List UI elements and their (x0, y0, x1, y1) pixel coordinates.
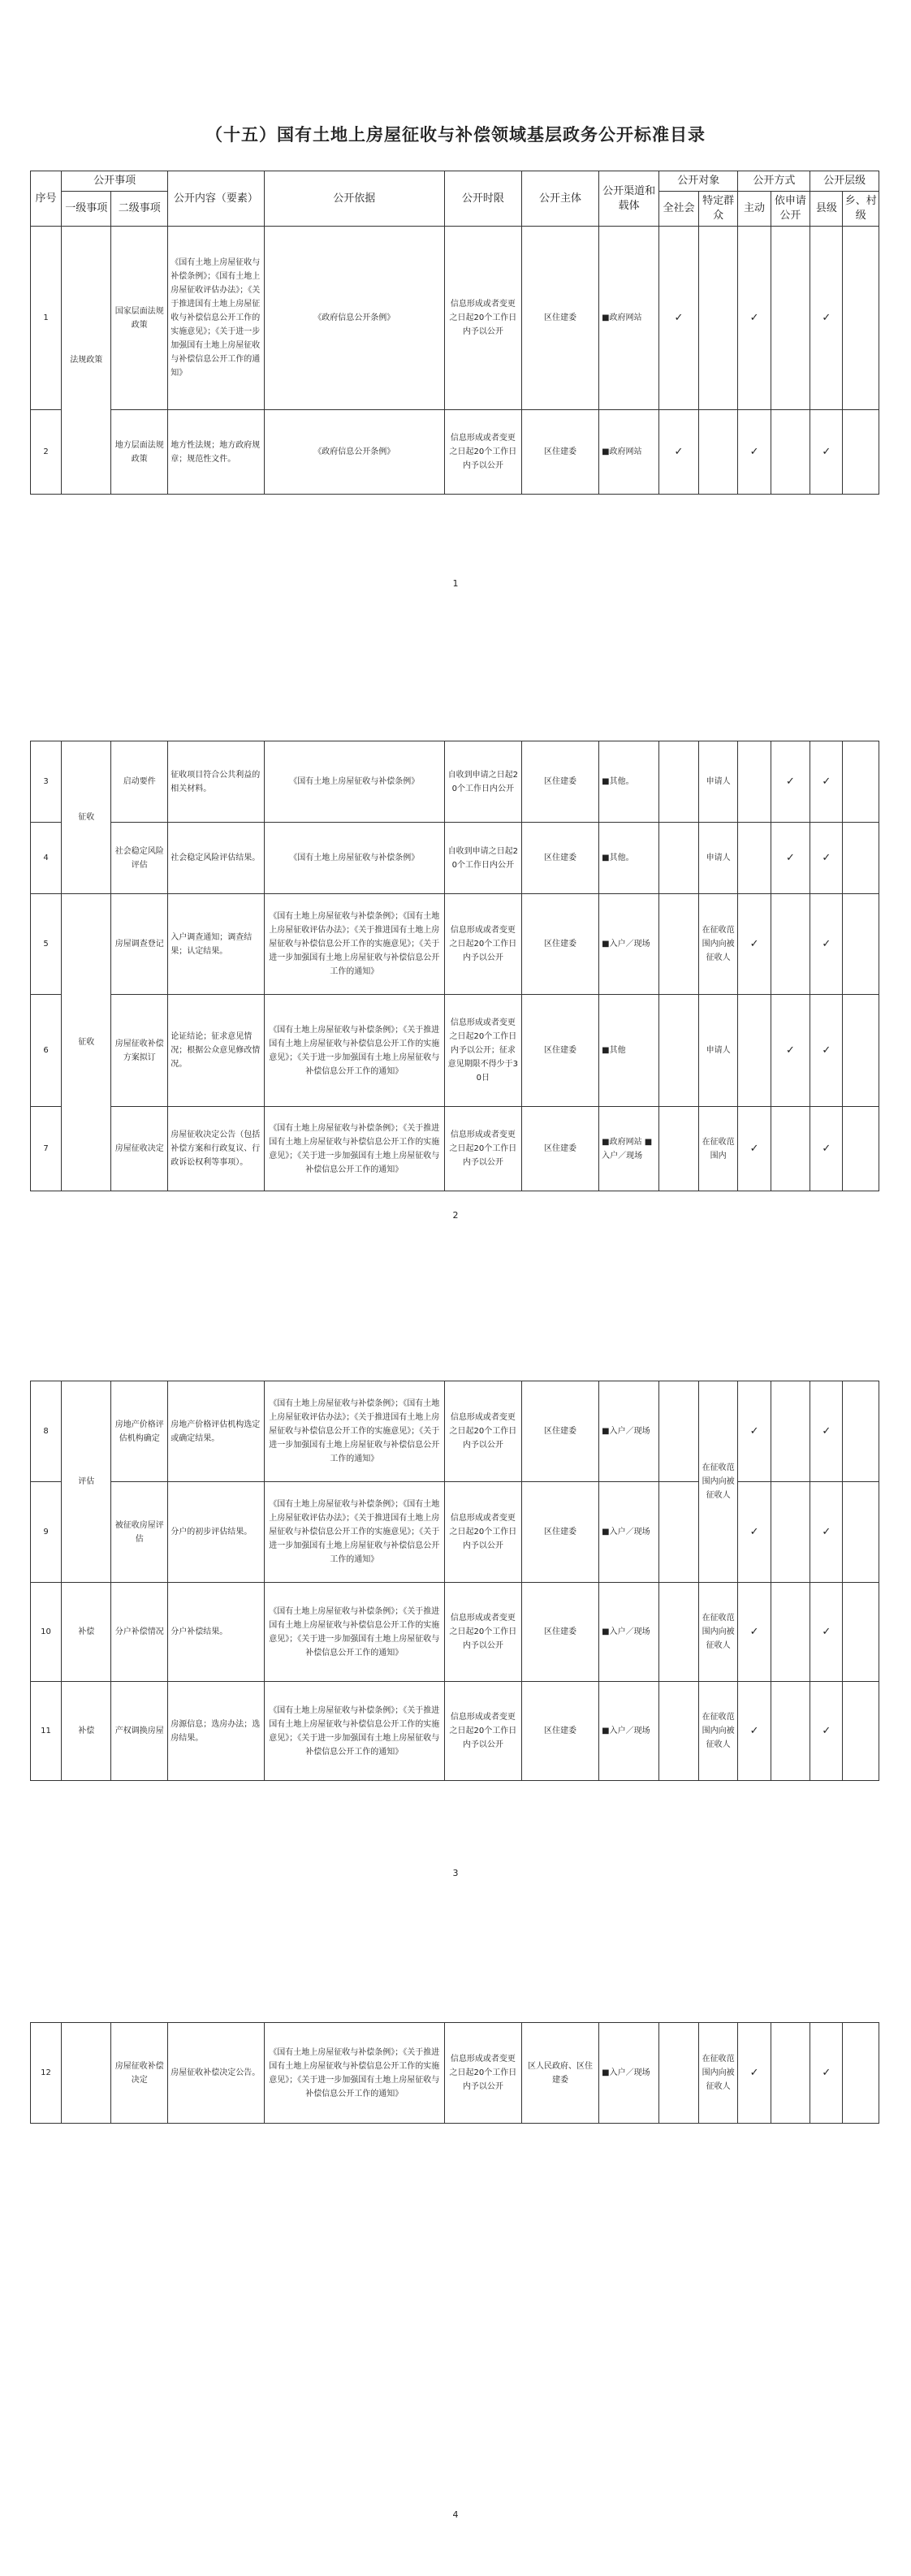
header-level1: 一级事项 (62, 192, 111, 227)
level1-cell: 补偿 (62, 1682, 111, 1781)
table-row (31, 227, 879, 410)
empty-cell (843, 1482, 879, 1583)
check-mark-icon: ✓ (659, 410, 699, 495)
time-cell: 信息形成或者变更之日起20个工作日内予以公开；征求意见期限不得少于30日 (444, 995, 521, 1107)
target-cell (698, 227, 738, 410)
level2-cell: 启动要件 (111, 741, 168, 823)
content-cell: 分户的初步评估结果。 (168, 1482, 264, 1583)
empty-cell (771, 1107, 810, 1191)
row-number: 8 (31, 1381, 62, 1482)
subject-cell: 区住建委 (521, 1583, 598, 1682)
basis-cell: 《国有土地上房屋征收与补偿条例》；《关于推进国有土地上房屋征收与补偿信息公开工作的实施意见》；《关于进一步加强国有土地上房屋征收与补偿信息公开工作的通知》 (264, 2023, 444, 2124)
empty-cell (659, 2023, 699, 2124)
row-number: 7 (31, 1107, 62, 1191)
header-channel: 公开渠道和载体 (599, 171, 659, 227)
row-number: 1 (31, 227, 62, 410)
time-cell: 信息形成或者变更之日起20个工作日内予以公开 (444, 1682, 521, 1781)
header-mode-active: 主动 (738, 192, 771, 227)
table-row (31, 823, 879, 894)
content-cell: 房源信息；选房办法；选房结果。 (168, 1682, 264, 1781)
check-mark-icon: ✓ (771, 741, 810, 823)
level2-cell: 房屋征收补偿决定 (111, 2023, 168, 2124)
table-row (31, 1583, 879, 1682)
header-basis: 公开依据 (264, 171, 444, 227)
time-cell: 信息形成或者变更之日起20个工作日内予以公开 (444, 410, 521, 495)
level2-cell: 房地产价格评估机构确定 (111, 1381, 168, 1482)
check-mark-icon: ✓ (810, 1682, 843, 1781)
check-mark-icon: ✓ (810, 1107, 843, 1191)
level1-cell: 补偿 (62, 1583, 111, 1682)
header-level-town: 乡、村级 (843, 192, 879, 227)
empty-cell (843, 410, 879, 495)
check-mark-icon: ✓ (810, 995, 843, 1107)
row-number: 5 (31, 894, 62, 995)
check-mark-icon: ✓ (810, 741, 843, 823)
page-title: （十五）国有土地上房屋征收与补偿领域基层政务公开标准目录 (205, 124, 706, 145)
channel-cell: ■入户／现场 (599, 1682, 659, 1781)
basis-cell: 《国有土地上房屋征收与补偿条例》；《关于推进国有土地上房屋征收与补偿信息公开工作的实施意见》；《关于进一步加强国有土地上房屋征收与补偿信息公开工作的通知》 (264, 1682, 444, 1781)
target-cell: 在征收范围内向被征收人 (698, 1583, 738, 1682)
empty-cell (843, 995, 879, 1107)
check-mark-icon: ✓ (810, 410, 843, 495)
content-cell: 地方性法规；地方政府规章；规范性文件。 (168, 410, 264, 495)
check-mark-icon: ✓ (659, 227, 699, 410)
time-cell: 信息形成或者变更之日起20个工作日内予以公开 (444, 1107, 521, 1191)
basis-cell: 《政府信息公开条例》 (264, 227, 444, 410)
basis-cell: 《国有土地上房屋征收与补偿条例》；《国有土地上房屋征收评估办法》；《关于推进国有土地上房屋征收与补偿信息公开工作的实施意见》；《关于进一步加强国有土地上房屋征收与补偿信息公开工作的通知》 (264, 1381, 444, 1482)
level2-cell: 产权调换房屋 (111, 1682, 168, 1781)
level2-cell: 分户补偿情况 (111, 1583, 168, 1682)
check-mark-icon: ✓ (771, 995, 810, 1107)
empty-cell (771, 2023, 810, 2124)
content-cell: 入户调查通知；调查结果；认定结果。 (168, 894, 264, 995)
row-number: 3 (31, 741, 62, 823)
header-matter: 公开事项 (62, 171, 168, 192)
row-number: 12 (31, 2023, 62, 2124)
target-cell: 申请人 (698, 823, 738, 894)
header-target-all: 全社会 (659, 192, 699, 227)
empty-cell (771, 227, 810, 410)
empty-cell (738, 741, 771, 823)
header-level2: 二级事项 (111, 192, 168, 227)
target-cell (698, 410, 738, 495)
subject-cell: 区人民政府、区住建委 (521, 2023, 598, 2124)
table-row (31, 1682, 879, 1781)
channel-cell: ■政府网站 ■入户／现场 (599, 1107, 659, 1191)
basis-cell: 《国有土地上房屋征收与补偿条例》；《国有土地上房屋征收评估办法》；《关于推进国有土地上房屋征收与补偿信息公开工作的实施意见》；《关于进一步加强国有土地上房屋征收与补偿信息公开工作的通知》 (264, 1482, 444, 1583)
subject-cell: 区住建委 (521, 995, 598, 1107)
header-level-county: 县级 (810, 192, 843, 227)
catalog-table-page-3 (30, 1381, 879, 1781)
page-4-table-container (30, 2022, 879, 2124)
header-time: 公开时限 (444, 171, 521, 227)
time-cell: 信息形成或者变更之日起20个工作日内予以公开 (444, 1482, 521, 1583)
header-level: 公开层级 (810, 171, 879, 192)
check-mark-icon: ✓ (738, 1682, 771, 1781)
check-mark-icon: ✓ (738, 1107, 771, 1191)
target-cell: 在征收范围内 (698, 1107, 738, 1191)
level2-cell: 地方层面法规政策 (111, 410, 168, 495)
subject-cell: 区住建委 (521, 894, 598, 995)
level2-cell: 国家层面法规政策 (111, 227, 168, 410)
empty-cell (738, 823, 771, 894)
page-2-table-container (30, 741, 879, 1191)
page-number: 4 (452, 2509, 459, 2520)
channel-cell: ■入户／现场 (599, 894, 659, 995)
row-number: 6 (31, 995, 62, 1107)
empty-cell (659, 1381, 699, 1482)
catalog-table-page-1 (30, 171, 879, 495)
table-row (31, 1482, 879, 1583)
time-cell: 信息形成或者变更之日起20个工作日内予以公开 (444, 2023, 521, 2124)
content-cell: 房屋征收决定公告（包括补偿方案和行政复议、行政诉讼权利等事项）。 (168, 1107, 264, 1191)
empty-cell (771, 1381, 810, 1482)
target-cell: 在征收范围内向被征收人 (698, 1682, 738, 1781)
channel-cell: ■入户／现场 (599, 2023, 659, 2124)
empty-cell (843, 894, 879, 995)
subject-cell: 区住建委 (521, 1107, 598, 1191)
header-target-specific: 特定群众 (698, 192, 738, 227)
row-number: 9 (31, 1482, 62, 1583)
check-mark-icon: ✓ (810, 823, 843, 894)
content-cell: 《国有土地上房屋征收与补偿条例》；《国有土地上房屋征收评估办法》；《关于推进国有土地上房屋征收与补偿信息公开工作的实施意见》；《关于进一步加强国有土地上房屋征收与补偿信息公开工作的通知》 (168, 227, 264, 410)
empty-cell (659, 1682, 699, 1781)
basis-cell: 《政府信息公开条例》 (264, 410, 444, 495)
level1-cell (62, 2023, 111, 2124)
time-cell: 信息形成或者变更之日起20个工作日内予以公开 (444, 227, 521, 410)
channel-cell: ■入户／现场 (599, 1381, 659, 1482)
empty-cell (659, 1107, 699, 1191)
table-row (31, 2023, 879, 2124)
header-mode-apply: 依申请公开 (771, 192, 810, 227)
empty-cell (843, 1381, 879, 1482)
check-mark-icon: ✓ (810, 227, 843, 410)
content-cell: 社会稳定风险评估结果。 (168, 823, 264, 894)
page-1-table-container (30, 171, 879, 495)
channel-cell: ■其他。 (599, 741, 659, 823)
level2-cell: 房屋征收决定 (111, 1107, 168, 1191)
level1-cell: 法规政策 (62, 227, 111, 495)
table-row (31, 995, 879, 1107)
empty-cell (843, 1107, 879, 1191)
level2-cell: 社会稳定风险评估 (111, 823, 168, 894)
basis-cell: 《国有土地上房屋征收与补偿条例》 (264, 741, 444, 823)
content-cell: 征收项目符合公共利益的相关材料。 (168, 741, 264, 823)
level2-cell: 房屋征收补偿方案拟订 (111, 995, 168, 1107)
empty-cell (659, 995, 699, 1107)
level1-cell: 评估 (62, 1381, 111, 1583)
empty-cell (843, 1682, 879, 1781)
check-mark-icon: ✓ (738, 1583, 771, 1682)
row-number: 2 (31, 410, 62, 495)
table-row (31, 894, 879, 995)
basis-cell: 《国有土地上房屋征收与补偿条例》；《关于推进国有土地上房屋征收与补偿信息公开工作的实施意见》；《关于进一步加强国有土地上房屋征收与补偿信息公开工作的通知》 (264, 1107, 444, 1191)
content-cell: 论证结论；征求意见情况；根据公众意见修改情况。 (168, 995, 264, 1107)
header-mode: 公开方式 (738, 171, 810, 192)
target-cell: 在征收范围内向被征收人 (698, 1381, 738, 1583)
empty-cell (738, 995, 771, 1107)
page-number: 2 (452, 1210, 459, 1221)
row-number: 11 (31, 1682, 62, 1781)
empty-cell (771, 894, 810, 995)
page-number: 3 (452, 1868, 459, 1878)
time-cell: 信息形成或者变更之日起20个工作日内予以公开 (444, 1381, 521, 1482)
page-number: 1 (452, 578, 459, 589)
empty-cell (659, 823, 699, 894)
row-number: 10 (31, 1583, 62, 1682)
check-mark-icon: ✓ (771, 823, 810, 894)
empty-cell (843, 227, 879, 410)
channel-cell: ■入户／现场 (599, 1583, 659, 1682)
header-seq: 序号 (31, 171, 62, 227)
empty-cell (771, 1682, 810, 1781)
target-cell: 申请人 (698, 741, 738, 823)
empty-cell (659, 1482, 699, 1583)
empty-cell (771, 410, 810, 495)
empty-cell (659, 741, 699, 823)
content-cell: 分户补偿结果。 (168, 1583, 264, 1682)
subject-cell: 区住建委 (521, 1482, 598, 1583)
check-mark-icon: ✓ (810, 1381, 843, 1482)
empty-cell (771, 1583, 810, 1682)
time-cell: 自收到申请之日起20个工作日内公开 (444, 823, 521, 894)
channel-cell: ■其他 (599, 995, 659, 1107)
check-mark-icon: ✓ (738, 227, 771, 410)
catalog-table-page-4 (30, 2022, 879, 2124)
header-content: 公开内容（要素） (168, 171, 264, 227)
check-mark-icon: ✓ (810, 894, 843, 995)
page-3-table-container (30, 1381, 879, 1781)
time-cell: 信息形成或者变更之日起20个工作日内予以公开 (444, 1583, 521, 1682)
level2-cell: 被征收房屋评估 (111, 1482, 168, 1583)
table-row (31, 741, 879, 823)
level1-cell: 征收 (62, 894, 111, 1191)
empty-cell (843, 2023, 879, 2124)
subject-cell: 区住建委 (521, 1682, 598, 1781)
check-mark-icon: ✓ (810, 1482, 843, 1583)
basis-cell: 《国有土地上房屋征收与补偿条例》 (264, 823, 444, 894)
empty-cell (843, 741, 879, 823)
check-mark-icon: ✓ (810, 2023, 843, 2124)
channel-cell: ■入户／现场 (599, 1482, 659, 1583)
table-row (31, 410, 879, 495)
header-target: 公开对象 (659, 171, 738, 192)
catalog-table-page-2 (30, 741, 879, 1191)
target-cell: 在征收范围内向被征收人 (698, 894, 738, 995)
empty-cell (659, 894, 699, 995)
table-row (31, 1107, 879, 1191)
table-row (31, 1381, 879, 1482)
basis-cell: 《国有土地上房屋征收与补偿条例》；《关于推进国有土地上房屋征收与补偿信息公开工作的实施意见》；《关于进一步加强国有土地上房屋征收与补偿信息公开工作的通知》 (264, 1583, 444, 1682)
check-mark-icon: ✓ (810, 1583, 843, 1682)
subject-cell: 区住建委 (521, 741, 598, 823)
check-mark-icon: ✓ (738, 1482, 771, 1583)
row-number: 4 (31, 823, 62, 894)
subject-cell: 区住建委 (521, 823, 598, 894)
check-mark-icon: ✓ (738, 410, 771, 495)
subject-cell: 区住建委 (521, 227, 598, 410)
level2-cell: 房屋调查登记 (111, 894, 168, 995)
check-mark-icon: ✓ (738, 894, 771, 995)
check-mark-icon: ✓ (738, 2023, 771, 2124)
content-cell: 房屋征收补偿决定公告。 (168, 2023, 264, 2124)
channel-cell: ■政府网站 (599, 227, 659, 410)
time-cell: 自收到申请之日起20个工作日内公开 (444, 741, 521, 823)
subject-cell: 区住建委 (521, 1381, 598, 1482)
subject-cell: 区住建委 (521, 410, 598, 495)
empty-cell (843, 1583, 879, 1682)
empty-cell (771, 1482, 810, 1583)
empty-cell (659, 1583, 699, 1682)
target-cell: 在征收范围内向被征收人 (698, 2023, 738, 2124)
target-cell: 申请人 (698, 995, 738, 1107)
channel-cell: ■政府网站 (599, 410, 659, 495)
level1-cell: 征收 (62, 741, 111, 894)
header-subject: 公开主体 (521, 171, 598, 227)
content-cell: 房地产价格评估机构选定或确定结果。 (168, 1381, 264, 1482)
empty-cell (843, 823, 879, 894)
channel-cell: ■其他。 (599, 823, 659, 894)
basis-cell: 《国有土地上房屋征收与补偿条例》；《国有土地上房屋征收评估办法》；《关于推进国有土地上房屋征收与补偿信息公开工作的实施意见》；《关于进一步加强国有土地上房屋征收与补偿信息公开工作的通知》 (264, 894, 444, 995)
check-mark-icon: ✓ (738, 1381, 771, 1482)
time-cell: 信息形成或者变更之日起20个工作日内予以公开 (444, 894, 521, 995)
basis-cell: 《国有土地上房屋征收与补偿条例》；《关于推进国有土地上房屋征收与补偿信息公开工作的实施意见》；《关于进一步加强国有土地上房屋征收与补偿信息公开工作的通知》 (264, 995, 444, 1107)
